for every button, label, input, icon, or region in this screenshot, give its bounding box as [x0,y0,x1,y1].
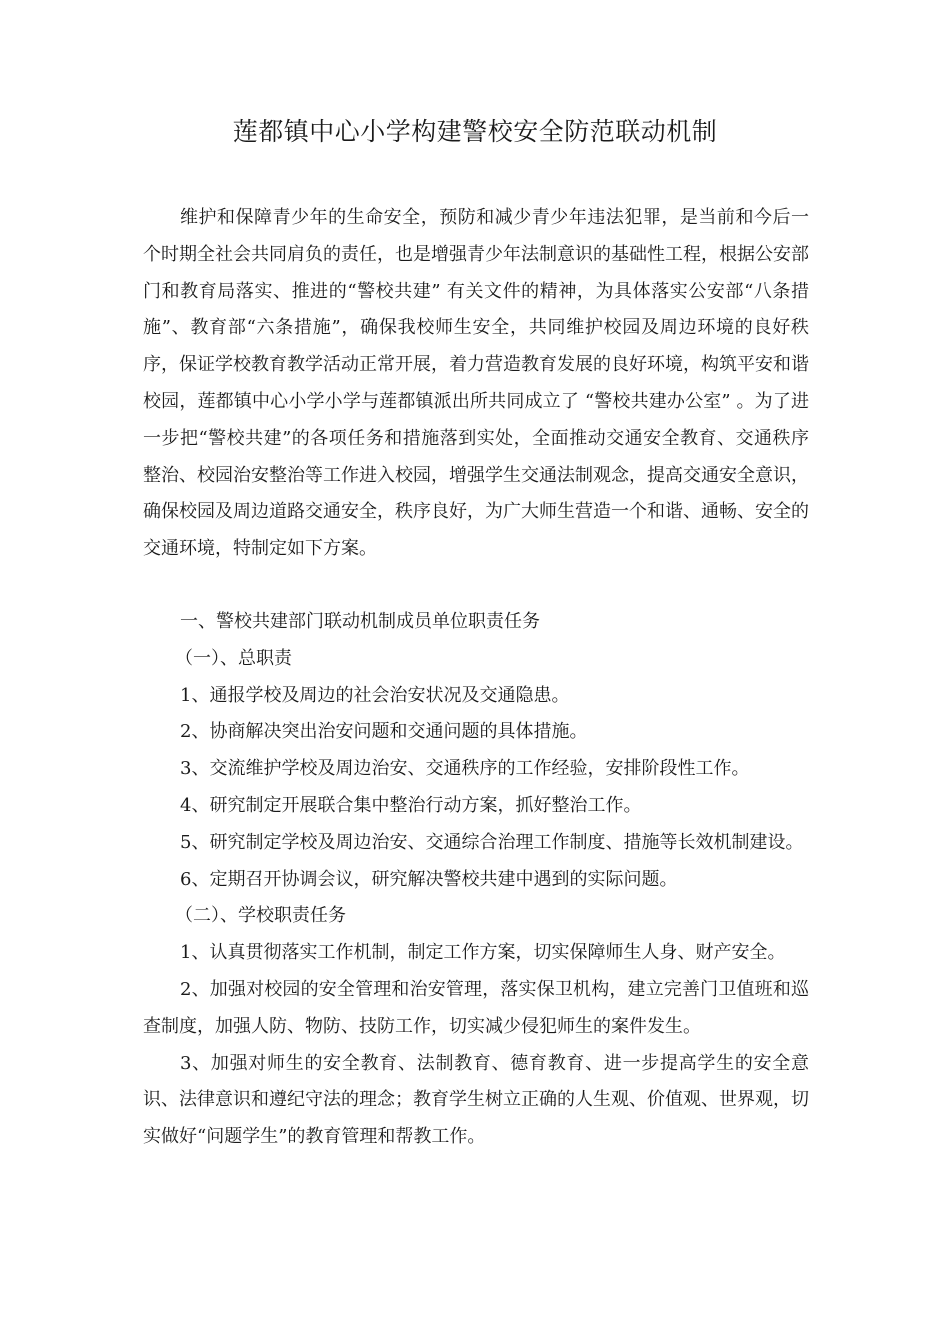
list-item: 1、通报学校及周边的社会治安状况及交通隐患。 [180,684,570,706]
list-item: 1、认真贯彻落实工作机制，制定工作方案，切实保障师生人身、财产安全。 [180,942,786,964]
list-item: 2、加强对校园的安全管理和治安管理，落实保卫机构，建立完善门卫值班和巡查制度，加强人防、物防、技防工作，切实减少侵犯师生的案件发生。 [143,978,809,1037]
paragraph-gap [143,568,809,604]
document-body [143,200,809,1156]
intro-paragraph: 维护和保障青少年的生命安全，预防和减少青少年违法犯罪，是当前和今后一个时期全社会共同肩负的责任，也是增强青少年法制意识的基础性工程，根据公安部门和教育局落实、推进的“警校共建” 有关文件的精神，为具体落实公安部“八条措施”、教育部“六条措施”，确保我校师生安全，共同维护校园及周边环境的良好秩序，保证学校教育教学活动正常开展，着力营造教育发展的良好环境，构筑平安和谐校园，莲都镇中心小学小学与莲都镇派出所共同成立了 “警校共建办公室” 。为了进一步把“警校共建”的各项任务和措施落到实处，全面推动交通安全教育、交通秩序整治、校园治安整治等工作进入校园，增强学生交通法制观念，提高交通安全意识，确保校园及周边道路交通安全，秩序良好，为广大师生营造一个和谐、通畅、安全的交通环境，特制定如下方案。 [143,207,809,560]
subsection-heading: （一）、总职责 [175,647,292,669]
list-item: 2、协商解决突出治安问题和交通问题的具体措施。 [180,721,588,743]
list-item: 3、加强对师生的安全教育、法制教育、德育教育、进一步提高学生的安全意识、法律意识和遵纪守法的理念；教育学生树立正确的人生观、价值观、世界观，切实做好“问题学生”的教育管理和帮教工作。 [143,1052,809,1148]
document-title: 莲都镇中心小学构建警校安全防范联动机制 [232,117,718,146]
list-item: 4、研究制定开展联合集中整治行动方案，抓好整治工作。 [180,794,642,816]
list-item: 5、研究制定学校及周边治安、交通综合治理工作制度、措施等长效机制建设。 [180,831,804,853]
list-item: 3、交流维护学校及周边治安、交通秩序的工作经验，安排阶段性工作。 [180,758,750,780]
section-heading: 一、警校共建部门联动机制成员单位职责任务 [180,610,540,632]
subsection-heading: （二）、学校职责任务 [175,905,346,927]
list-item: 6、定期召开协调会议，研究解决警校共建中遇到的实际问题。 [180,868,678,890]
